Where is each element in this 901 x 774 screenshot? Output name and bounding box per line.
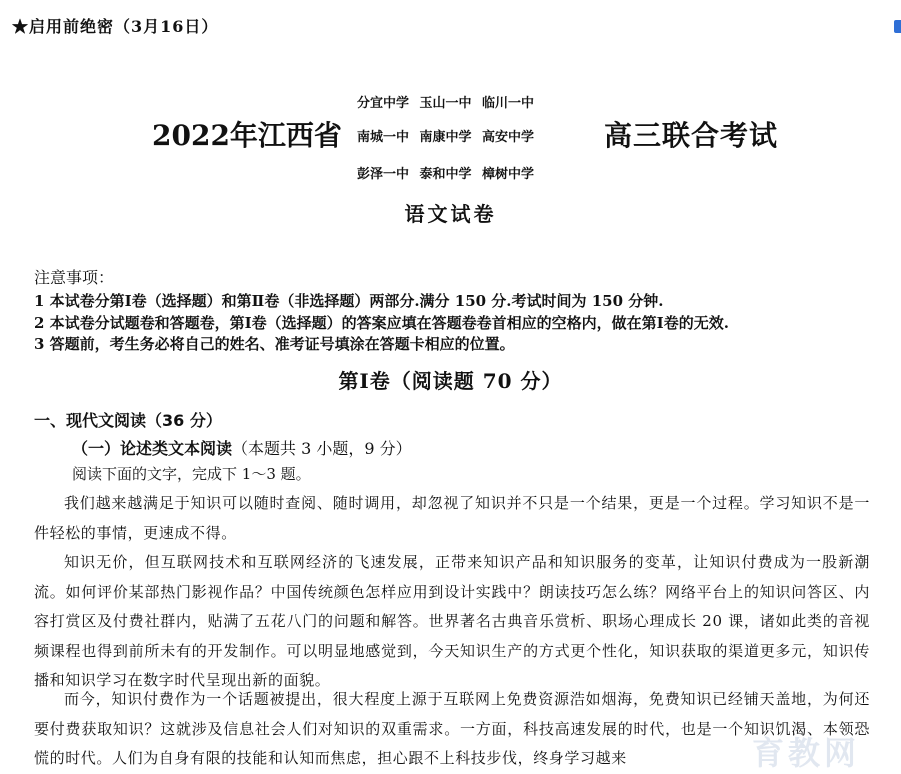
sub-heading-note: （本题共 3 小题，9 分）: [232, 439, 412, 458]
sub-heading: [72, 436, 412, 459]
subject-title: 语文试卷: [404, 202, 497, 226]
part-heading: 一、现代文阅读（36 分）: [34, 411, 222, 430]
title-year-province: 2022年江西省: [152, 119, 342, 152]
notice-item-2: 2 本试卷分试题卷和答题卷，第Ⅰ卷（选择题）的答案应填在答题卷卷首相应的空格内，做在第Ⅰ卷的无效.: [34, 314, 729, 332]
paragraph-1: 我们越来越满足于知识可以随时查阅、随时调用，却忽视了知识并不只是一个结果，更是一个过程。学习知识不是一件轻松的事情，更速成不得。: [34, 494, 870, 542]
reading-instruction: 阅读下面的文字，完成下 1～3 题。: [72, 465, 311, 483]
page-edge-marker: [894, 20, 901, 33]
notice-item-1: 1 本试卷分第Ⅰ卷（选择题）和第Ⅱ卷（非选择题）两部分.满分 150 分.考试时间为 150 分钟.: [34, 292, 664, 310]
paragraph-2: 知识无价，但互联网技术和互联网经济的飞速发展，正带来知识产品和知识服务的变革，让知识付费成为一股新潮流。如何评价某部热门影视作品？中国传统颜色怎样应用到设计实践中？朗读技巧怎么练？网络平台上的知识问答区、内容打赏区及付费社群内，贴满了五花八门的问题和解答。世界著名古典音乐赏析、职场心理成长 20 课，诸如此类的音视频课程也得到前所未有的开发制作。可以明显地感觉到，今天知识生产的方式更个性化，知识获取的渠道更多元，知识传播和知识学习在数字时代呈现出新的面貌。: [34, 553, 870, 689]
watermark: 育教网: [752, 734, 861, 772]
school-row-2: 南城一中 南康中学 高安中学: [357, 130, 535, 145]
school-row-3: 彭泽一中 泰和中学 樟树中学: [357, 167, 535, 182]
title-exam-name: 高三联合考试: [604, 119, 779, 152]
section-title: 第Ⅰ卷（阅读题 70 分）: [338, 369, 563, 393]
paragraph-3: 而今，知识付费作为一个话题被提出，很大程度上源于互联网上免费资源浩如烟海，免费知识已经铺天盖地，为何还要付费获取知识？这就涉及信息社会人们对知识的双重需求。一方面，科技高速发展的时代，也是一个知识饥渴、本领恐慌的时代。人们为自身有限的技能和认知而焦虑，担心跟不上科技步伐，终身学习越来: [34, 690, 870, 767]
notice-heading: 注意事项：: [34, 268, 115, 287]
sub-heading-title: （一）论述类文本阅读: [72, 439, 233, 458]
confidential-note: ★启用前绝密（3月16日）: [12, 17, 219, 36]
notice-item-3: 3 答题前，考生务必将自己的姓名、准考证号填涂在答题卡相应的位置。: [34, 335, 515, 353]
school-row-1: 分宜中学 玉山一中 临川一中: [357, 96, 535, 111]
